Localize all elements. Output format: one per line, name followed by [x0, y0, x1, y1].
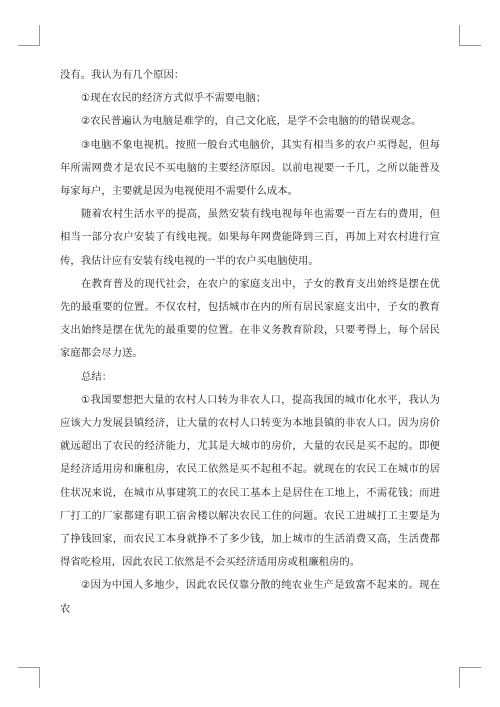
crop-mark-bottom-right: [459, 667, 460, 688]
crop-mark-bottom-left: [39, 667, 40, 688]
paragraph: ①现在农民的经济方式似乎不需要电脑；: [81, 92, 267, 105]
paragraph: 随着农村生活水平的提高，虽然安装有线电视每年也需要一百左右的费用，但相当一部分农户安装了有线电视。如果每年网费能降到三百，再加上对农村进行宣传，我估计应有安装有线电视的一半的农户买电脑使用。: [60, 208, 440, 267]
document-body: [60, 64, 440, 621]
paragraph: ①我国要想把大量的农村人口转为非农人口，提高我国的城市化水平，我认为应该大力发展县镇经济，让大量的农村人口转变为本地县镇的非农人口。因为房价就远超出了农民的经济能力，尤其是大城市的房价，大量的农民是买不起的。即便是经济适用房和廉租房，农民工依然是买不起租不起。就现在的农民工在城市的居住状况来说，在城市从事建筑工的农民工基本上是居住在工地上，不需花钱；而进厂打工的厂家都建有职工宿舍楼以解决农民工住的问题。农民工进城打工主要是为了挣钱回家，而农民工本身就挣不了多少钱，加上城市的生活消费又高，生活费都得省吃检用，因此农民工依然是不会买经济适用房或租廉租房的。: [60, 393, 440, 569]
paragraph: ②因为中国人多地少，因此农民仅靠分散的纯农业生产是致富不起来的。现在农: [60, 579, 440, 615]
paragraph: ②农民普遍认为电脑是难学的，自己文化底，是学不会电脑的的错误观念。: [81, 115, 422, 128]
section-heading: 总结：: [81, 370, 113, 383]
paragraph: ③电脑不象电视机。按照一般台式电脑价，其实有相当多的农户买得起，但每年所需网费才是农民不买电脑的主要经济原因。以前电视要一千几，之所以能普及每家每户，主要就是因为电视使用不需要什么成本。: [60, 138, 440, 198]
crop-mark-top-left: [18, 45, 40, 46]
crop-mark-top-left: [39, 25, 40, 46]
paragraph: 没有。我认为有几个原因：: [60, 69, 185, 81]
crop-mark-bottom-right: [459, 667, 481, 668]
crop-mark-top-right: [459, 25, 460, 46]
paragraph: 在教育普及的现代社会，在农户的家庭支出中，子女的教育支出始终是摆在优先的最重要的位置。不仅农村，包括城市在内的所有居民家庭支出中，子女的教育支出始终是摆在优先的最重要的位置。在非义务教育阶段，只要考得上，每个居民家庭都会尽力送。: [60, 277, 440, 360]
crop-mark-top-right: [459, 45, 481, 46]
crop-mark-bottom-left: [18, 667, 40, 668]
